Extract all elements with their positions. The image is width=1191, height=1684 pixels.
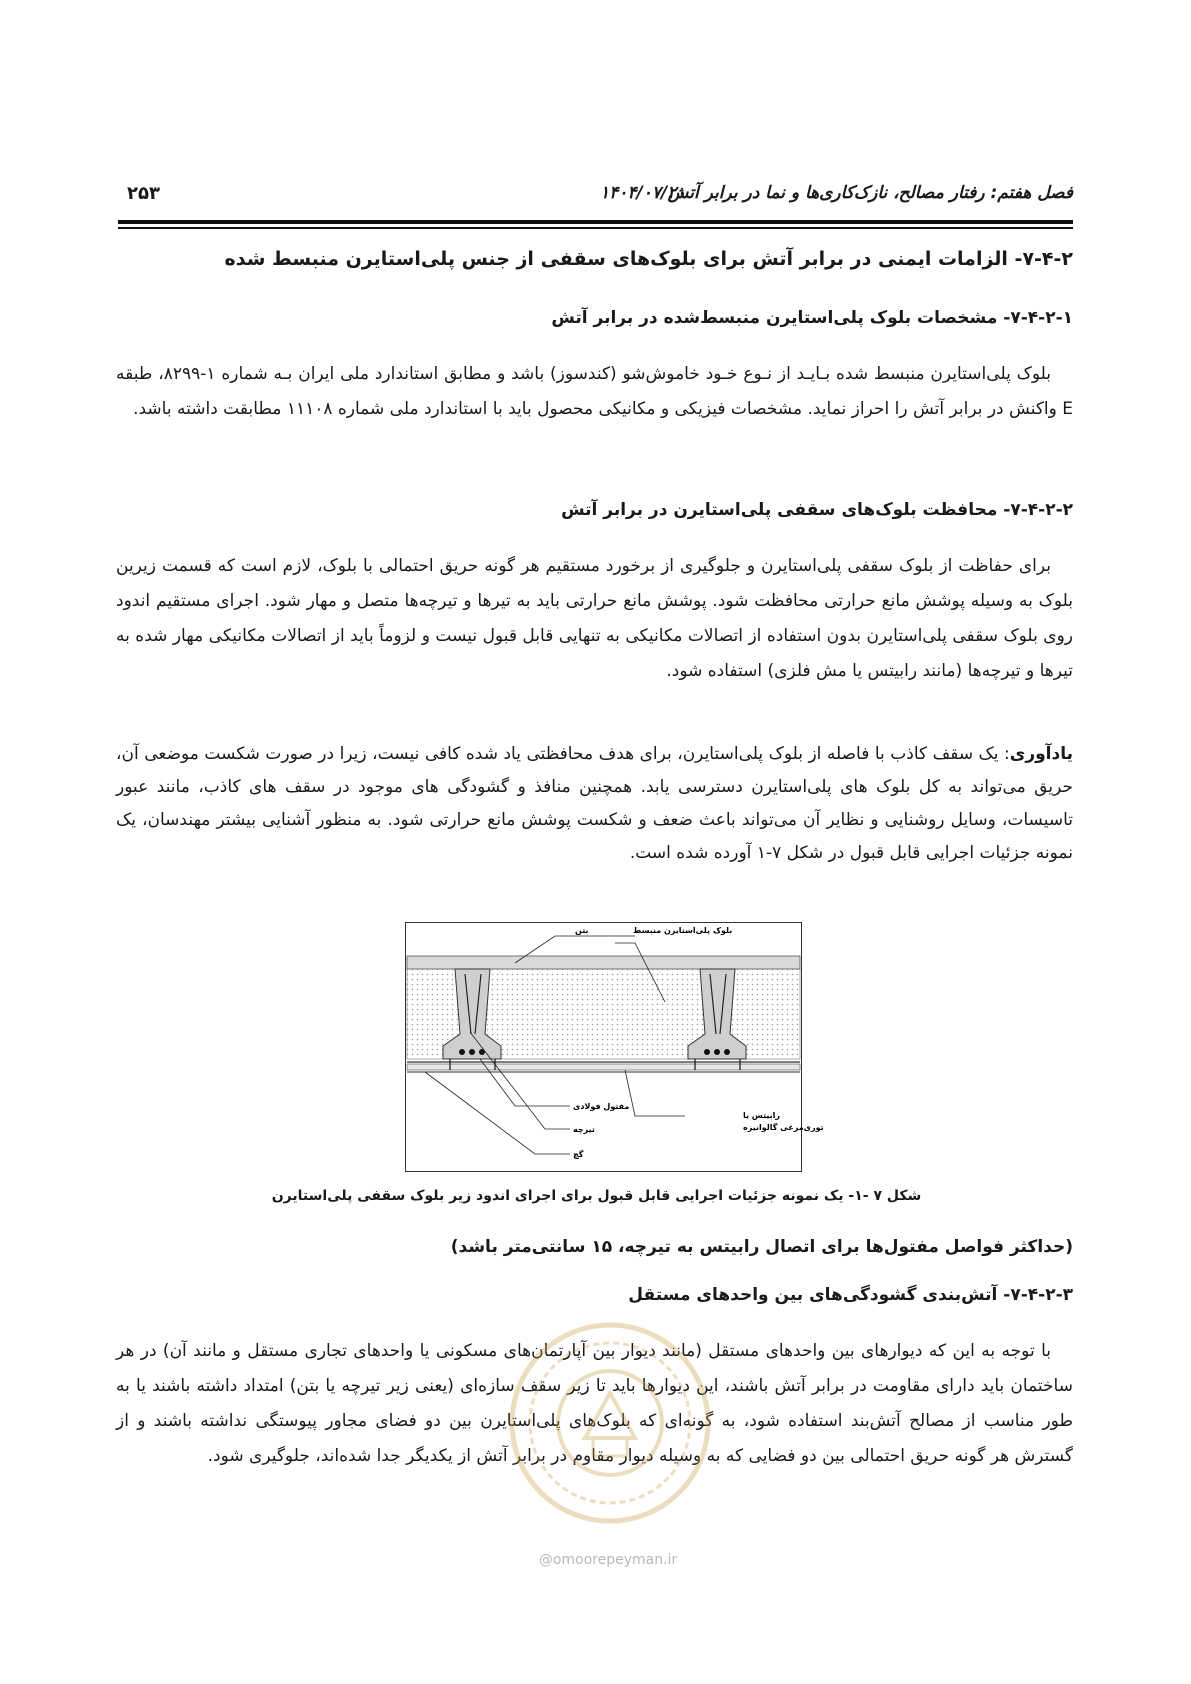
header-rule-thick <box>118 220 1073 224</box>
section-heading-7-4-2-3: ۷-۴-۲-۳- آتش‌بندی گشودگی‌های بین واحدهای مستقل <box>628 1285 1073 1305</box>
label-gypsum: گچ <box>573 1150 584 1159</box>
note-label: یادآوری <box>1009 744 1073 764</box>
page-number: ۲۵۳ <box>127 183 160 204</box>
watermark-seal-icon <box>505 1318 715 1528</box>
paragraph-eps-specs: بلوک پلی‌استایرن منبسط شده بـایـد از نـوع خـود خاموش‌شو (کندسوز) باشد و مطابق استاندارد ملی ایران بـه شماره ۱-۸۲۹۹، طبقه E واکنش در برابر آتش را احراز نماید. مشخصات فیزیکی و مکانیکی محصول باید با استاندارد ملی شماره ۱۱۱۰۸ مطابقت داشته باشد. <box>116 364 1073 419</box>
label-rabitz-2: توری‌مرغی گالوانیزه <box>743 1123 824 1132</box>
figure-ceiling-detail <box>405 922 824 1172</box>
label-eps-block: بلوک پلی‌استایرن منبسط <box>633 926 733 935</box>
note-paragraph <box>116 738 1073 870</box>
page-header <box>120 183 1073 213</box>
chapter-title: فصل هفتم: رفتار مصالح، نازک‌کاری‌ها و نما در برابر آتش <box>667 183 1073 203</box>
watermark-url: @omoorepeyman.ir <box>538 1552 678 1568</box>
label-joist: تیرچه <box>573 1125 595 1134</box>
header-rule-thin <box>118 227 1073 229</box>
section-heading-7-4-2-1: ۷-۴-۲-۱- مشخصات بلوک پلی‌استایرن منبسط‌شده در برابر آتش <box>551 308 1073 328</box>
paragraph-compartmentation: با توجه به این که دیوارهای بین واحدهای مستقل (مانند دیوار بین آپارتمان‌های مسکونی یا واحدهای تجاری مستقل و مانند آن) در هر ساختمان باید دارای مقاومت در برابر آتش باشند، این دیوارها باید تا زیر سقف سازه‌ای (یعنی زیر تیرچه یا بتن) امتداد داشته باشند یا به طور مناسب از مصالح آتش‌بند استفاده شود، به گونه‌ای که بلوک‌های پلی‌استایرن بین دو فضای مجاور پیوستگی نداشته باشند و از گسترش هر گونه حریق احتمالی بین دو فضایی که به وسیله دیوار مقاوم در برابر آتش از یکدیگر جدا شده‌اند، جلوگیری شود. <box>116 1341 1073 1466</box>
note-text: : یک سقف کاذب با فاصله از بلوک پلی‌استایرن، برای هدف محافظتی یاد شده کافی نیست، زیرا در صورت شکست موضعی آن، حریق می‌تواند به کل بلوک های پلی‌استایرن دسترسی یابد. همچنین منافذ و گشودگی های موجود در سقف های کاذب، مانند عبور تاسیسات، وسایل روشنایی و نظایر آن می‌تواند باعث ضعف و شکست پوشش مانع حرارتی شود. به منظور آشنایی بیشتر مهندسان، یک نمونه جزئیات اجرایی قابل قبول در شکل ۷-۱ آورده شده است. <box>116 744 1073 863</box>
figure-caption: شکل ۷ -۱- یک نمونه جزئیات اجرایی قابل قبول برای اجرای اندود زیر بلوک سقفی پلی‌استایرن <box>271 1188 922 1204</box>
figure-note: (حداکثر فواصل مفتول‌ها برای اتصال رابیتس به تیرچه، ۱۵ سانتی‌متر باشد) <box>450 1237 1073 1257</box>
section-heading-7-4-2-2: ۷-۴-۲-۲- محافظت بلوک‌های سقفی پلی‌استایرن در برابر آتش <box>561 500 1073 520</box>
label-concrete: بتن <box>575 926 589 935</box>
label-steel-wire: مفتول فولادی <box>573 1102 630 1111</box>
section-heading-7-4-2: ۷-۴-۲- الزامات ایمنی در برابر آتش برای بلوک‌های سقفی از جنس پلی‌استایرن منبسط شده <box>224 248 1073 270</box>
header-date: ۱۴۰۴/۰۷/۲۰ <box>600 183 686 203</box>
label-rabitz-1: رابیتس یا <box>743 1111 780 1120</box>
paragraph-eps-protection: برای حفاظت از بلوک سقفی پلی‌استایرن و جلوگیری از برخورد مستقیم هر گونه حریق احتمالی با بلوک، لازم است که قسمت زیرین بلوک به وسیله پوشش مانع حرارتی محافظت شود. پوشش مانع حرارتی باید به تیرها و تیرچه‌ها متصل و مهار شود. اجرای مستقیم اندود روی بلوک سقفی پلی‌استایرن بدون استفاده از اتصالات مکانیکی به تنهایی قابل قبول نیست و لزوماً باید از اتصالات مکانیکی مهار شده به تیرها و تیرچه‌ها (مانند رابیتس یا مش فلزی) استفاده شود. <box>116 556 1073 681</box>
